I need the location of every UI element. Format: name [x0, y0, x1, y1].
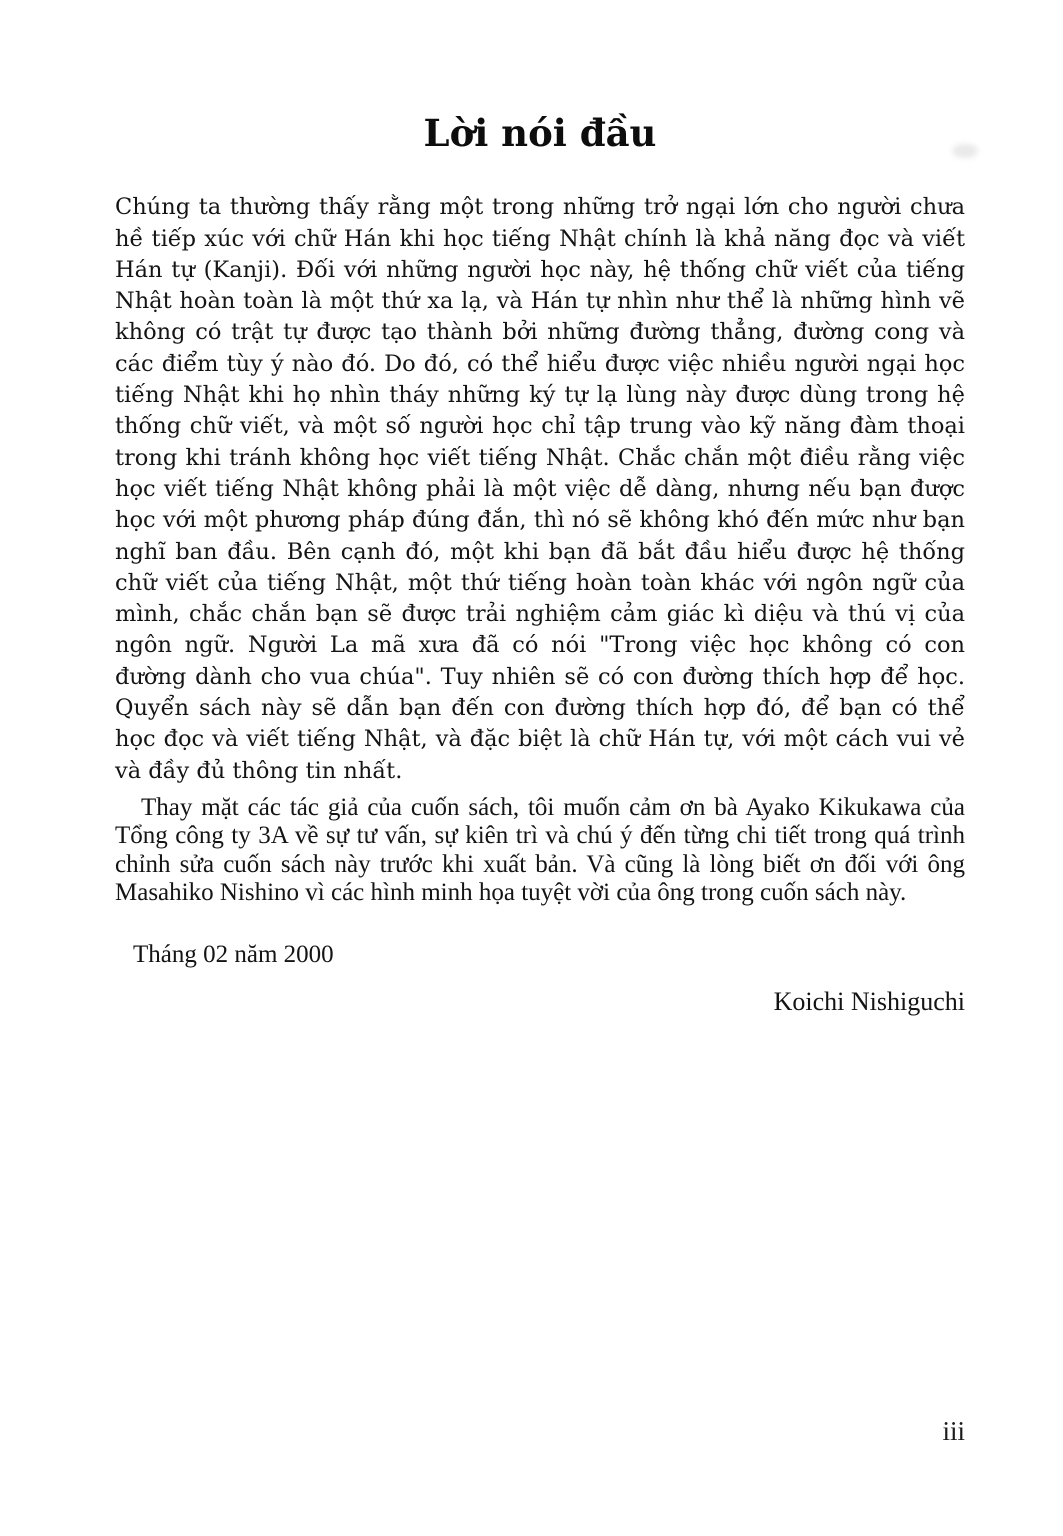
- acknowledgement-paragraph: Thay mặt các tác giả của cuốn sách, tôi muốn cảm ơn bà Ayako Kikukawa của Tổng công ty 3A về sự tư vấn, sự kiên trì và chú ý đến từng chi tiết trong quá trình chỉnh sửa cuốn sách này trước khi xuất bản. Và cũng là lòng biết ơn đối với ông Masahiko Nishino vì các hình minh họa tuyệt vời của ông trong cuốn sách này.: [115, 793, 965, 907]
- scan-artifact: [952, 144, 978, 158]
- page-title: Lời nói đầu: [423, 111, 657, 155]
- text-column: [115, 192, 965, 1017]
- preface-paragraph-1: Chúng ta thường thấy rằng một trong những trở ngại lớn cho người chưa hề tiếp xúc với chữ Hán khi học tiếng Nhật chính là khả năng đọc và viết Hán tự (Kanji). Đối với những người học này, hệ thống chữ viết của tiếng Nhật hoàn toàn là một thứ xa lạ, và Hán tự nhìn như thể là những hình vẽ không có trật tự được tạo thành bởi những đường thẳng, đường cong và các điểm tùy ý nào đó. Do đó, có thể hiểu được việc nhiều người ngại học tiếng Nhật khi họ nhìn tháy những ký tự lạ lùng này được dùng trong hệ thống chữ viết, và một số người học chỉ tập trung vào kỹ năng đàm thoại trong khi tránh không học viết tiếng Nhật. Chắc chắn một điều rằng việc học viết tiếng Nhật không phải là một việc dễ dàng, nhưng nếu bạn được học với một phương pháp đúng đắn, thì nó sẽ không khó đến mức như bạn nghĩ ban đầu. Bên cạnh đó, một khi bạn đã bắt đầu hiểu được hệ thống chữ viết của tiếng Nhật, một thứ tiếng hoàn toàn khác với ngôn ngữ của mình, chắc chắn bạn sẽ được trải nghiệm cảm giác kì diệu và thú vị của ngôn ngữ. Người La mã xưa đã có nói "Trong việc học không có con đường dành cho vua chúa". Tuy nhiên sẽ có con đường thích hợp để học. Quyển sách này sẽ dẫn bạn đến con đường thích hợp đó, để bạn có thể học đọc và viết tiếng Nhật, và đặc biệt là chữ Hán tự, với một cách vui vẻ và đầy đủ thông tin nhất.: [115, 194, 965, 784]
- page-number: iii: [942, 1416, 965, 1446]
- author-signature: Koichi Nishiguchi: [773, 986, 965, 1016]
- date-line: Tháng 02 năm 2000: [133, 940, 334, 968]
